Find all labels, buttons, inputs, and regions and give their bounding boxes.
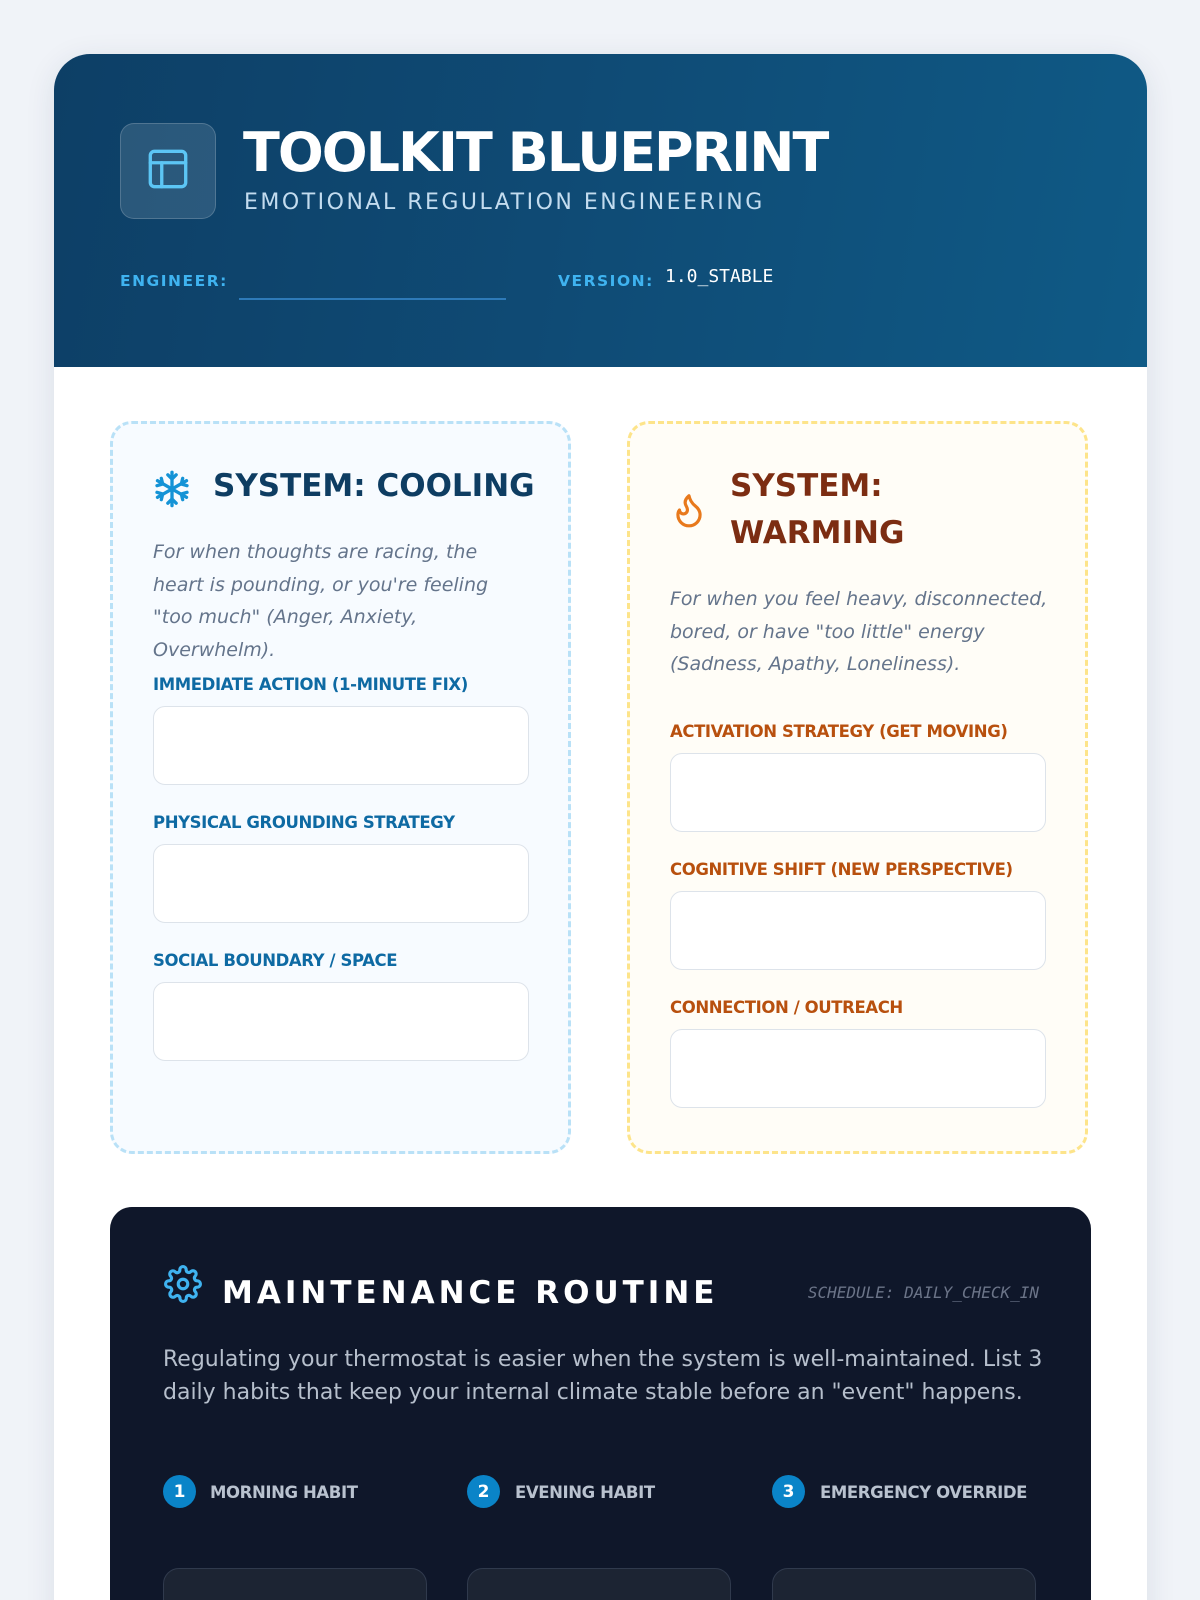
habit-label: MORNING HABIT [210,1483,358,1502]
evening-habit-input[interactable] [467,1568,731,1600]
page-subtitle: EMOTIONAL REGULATION ENGINEERING [244,190,765,215]
header [54,54,1147,367]
habit-label: EMERGENCY OVERRIDE [820,1483,1028,1502]
flame-icon [670,491,708,534]
layout-icon [143,144,193,199]
engineer-input[interactable] [239,298,506,300]
activation-strategy-input[interactable] [670,753,1046,832]
emergency-override-input[interactable] [772,1568,1036,1600]
maintenance-schedule: SCHEDULE: DAILY_CHECK_IN [807,1283,1039,1302]
toolkit-card [54,54,1147,1600]
warming-title-line1: SYSTEM: [730,468,883,504]
engineer-label: ENGINEER: [120,272,228,290]
social-boundary-input[interactable] [153,982,529,1061]
warming-panel [627,421,1088,1154]
warming-field-label: COGNITIVE SHIFT (NEW PERSPECTIVE) [670,860,1013,879]
page-title: TOOLKIT BLUEPRINT [243,121,828,184]
cooling-field-label: SOCIAL BOUNDARY / SPACE [153,951,398,970]
cooling-field-label: PHYSICAL GROUNDING STRATEGY [153,813,455,832]
cooling-field-label: IMMEDIATE ACTION (1-MINUTE FIX) [153,675,468,694]
logo-box [120,123,216,219]
version-label: VERSION: [558,272,654,290]
warming-field-label: CONNECTION / OUTREACH [670,998,903,1017]
habit-number-badge: 3 [772,1475,805,1508]
physical-grounding-input[interactable] [153,844,529,923]
warming-field-label: ACTIVATION STRATEGY (GET MOVING) [670,722,1008,741]
warming-title-line2: WARMING [730,515,905,551]
snowflake-icon [152,469,192,514]
version-value: 1.0_STABLE [665,266,774,287]
warming-description: For when you feel heavy, disconnected, bored, or have "too little" energy (Sadness, Apathy, Loneliness). [670,588,1048,675]
habit-label: EVENING HABIT [515,1483,655,1502]
maintenance-title: MAINTENANCE ROUTINE [222,1275,719,1311]
habit-number-badge: 1 [163,1475,196,1508]
gear-icon [164,1265,202,1308]
cognitive-shift-input[interactable] [670,891,1046,970]
maintenance-section [110,1207,1091,1600]
cooling-description: For when thoughts are racing, the heart is pounding, or you're feeling "too much" (Anger, Anxiety, Overwhelm). [153,541,489,661]
morning-habit-input[interactable] [163,1568,427,1600]
habit-number-badge: 2 [467,1475,500,1508]
cooling-panel [110,421,571,1154]
connection-outreach-input[interactable] [670,1029,1046,1108]
maintenance-description: Regulating your thermostat is easier when the system is well-maintained. List 3 daily habits that keep your internal climate stable before an "event" happens. [163,1347,1043,1405]
immediate-action-input[interactable] [153,706,529,785]
cooling-title: SYSTEM: COOLING [213,468,535,504]
